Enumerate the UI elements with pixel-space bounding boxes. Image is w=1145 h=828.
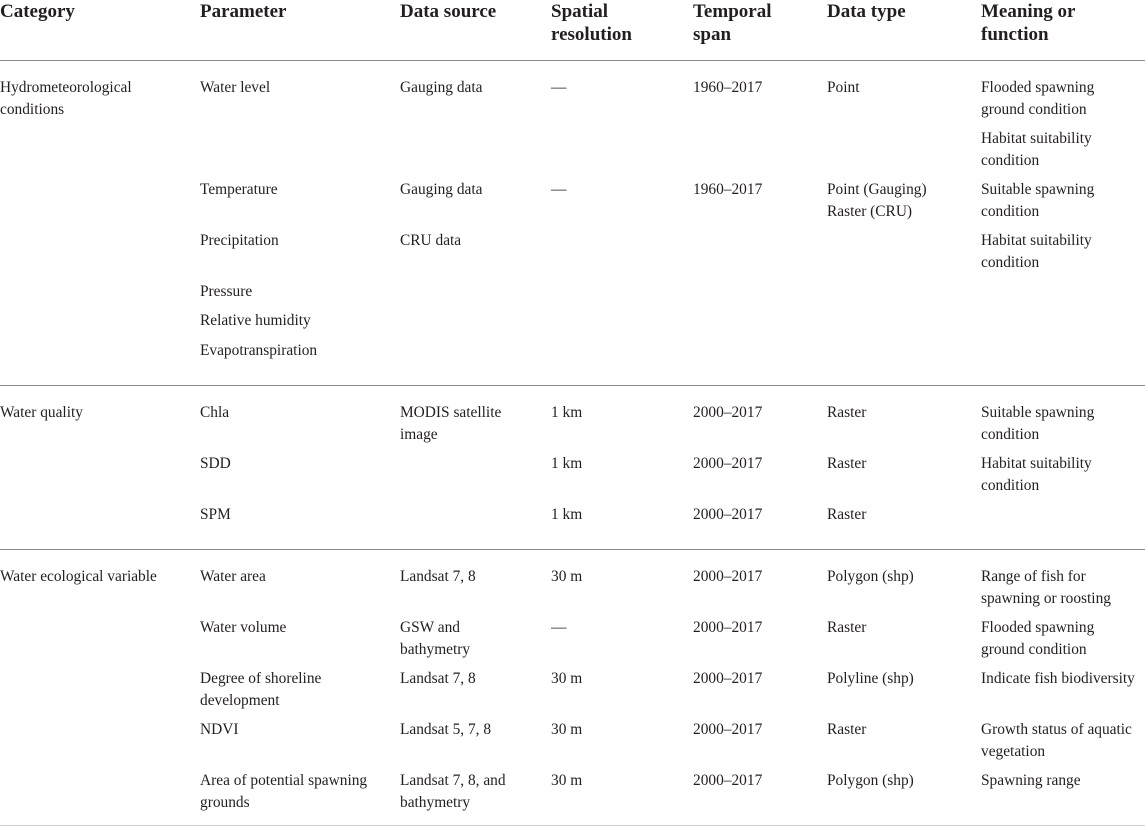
span-cell: 2000–2017: [693, 721, 763, 738]
header-data-source: Data source: [400, 1, 497, 22]
span-cell: 2000–2017: [693, 619, 763, 636]
resolution-cell: 30 m: [551, 670, 583, 687]
meaning-cell: Growth status of aquatic vegetation: [981, 721, 1132, 760]
resolution-cell: —: [551, 619, 567, 636]
type-cell: Point: [827, 79, 860, 96]
type-cell: Raster: [827, 619, 867, 636]
resolution-cell: 1 km: [551, 404, 583, 421]
type-cell: Raster: [827, 506, 867, 523]
parameter-cell: Area of potential spawning grounds: [200, 772, 368, 811]
parameter-cell: Water volume: [200, 619, 287, 636]
resolution-cell: —: [551, 79, 567, 96]
source-cell: CRU data: [400, 232, 462, 249]
resolution-cell: 30 m: [551, 772, 583, 789]
type-cell: Raster: [827, 404, 867, 421]
table-bottom-rule: [0, 825, 1145, 826]
parameter-cell: Precipitation: [200, 232, 279, 249]
type-cell: Raster: [827, 455, 867, 472]
source-cell: Landsat 7, 8: [400, 568, 476, 585]
span-cell: 1960–2017: [693, 79, 763, 96]
source-cell: Gauging data: [400, 79, 483, 96]
source-cell: GSW and bathymetry: [400, 619, 471, 658]
parameter-cell: SDD: [200, 455, 231, 472]
type-cell: Polygon (shp): [827, 568, 914, 585]
type-cell: Polygon (shp): [827, 772, 914, 789]
source-cell: Landsat 7, 8: [400, 670, 476, 687]
meaning-cell: Range of fish for spawning or roosting: [981, 568, 1111, 607]
resolution-cell: 30 m: [551, 721, 583, 738]
meaning-cell: Flooded spawning ground condition: [981, 619, 1095, 658]
type-cell: Polyline (shp): [827, 670, 914, 687]
parameter-cell: Water level: [200, 79, 271, 96]
parameter-cell: Chla: [200, 404, 230, 421]
parameter-cell: Pressure: [200, 283, 253, 300]
group-divider: [0, 385, 1145, 386]
meaning-cell: Habitat suitability condition: [981, 232, 1092, 271]
meaning-cell: Suitable spawning condition: [981, 404, 1095, 443]
parameter-cell: NDVI: [200, 721, 239, 738]
source-cell: Gauging data: [400, 181, 483, 198]
source-cell: MODIS satellite image: [400, 404, 502, 443]
meaning-cell: Habitat suitability condition: [981, 130, 1092, 169]
meaning-cell: Suitable spawning condition: [981, 181, 1095, 220]
group-divider: [0, 549, 1145, 550]
type-cell: Point (Gauging) Raster (CRU): [827, 181, 927, 220]
meaning-cell: Indicate fish biodiversity: [981, 670, 1135, 687]
type-cell: Raster: [827, 721, 867, 738]
span-cell: 2000–2017: [693, 404, 763, 421]
source-cell: Landsat 5, 7, 8: [400, 721, 492, 738]
span-cell: 1960–2017: [693, 181, 763, 198]
resolution-cell: 1 km: [551, 506, 583, 523]
parameter-cell: Evapotranspiration: [200, 342, 318, 359]
span-cell: 2000–2017: [693, 670, 763, 687]
span-cell: 2000–2017: [693, 455, 763, 472]
header-parameter: Parameter: [200, 1, 287, 22]
category-cell: Hydrometeorological conditions: [0, 79, 132, 118]
category-cell: Water quality: [0, 404, 83, 421]
resolution-cell: 30 m: [551, 568, 583, 585]
span-cell: 2000–2017: [693, 772, 763, 789]
span-cell: 2000–2017: [693, 568, 763, 585]
header-data-type: Data type: [827, 1, 906, 22]
header-temporal-span: Temporal span: [693, 1, 772, 45]
span-cell: 2000–2017: [693, 506, 763, 523]
meaning-cell: Flooded spawning ground condition: [981, 79, 1095, 118]
meaning-cell: Spawning range: [981, 772, 1081, 789]
category-cell: Water ecological variable: [0, 568, 157, 585]
parameter-cell: SPM: [200, 506, 231, 523]
parameter-cell: Water area: [200, 568, 266, 585]
header-category: Category: [0, 1, 75, 22]
resolution-cell: —: [551, 181, 567, 198]
header-rule: [0, 60, 1145, 61]
header-spatial-resolution: Spatial resolution: [551, 1, 632, 45]
parameter-cell: Degree of shoreline development: [200, 670, 322, 709]
header-meaning: Meaning or function: [981, 1, 1076, 45]
parameter-cell: Relative humidity: [200, 312, 311, 329]
parameter-cell: Temperature: [200, 181, 278, 198]
resolution-cell: 1 km: [551, 455, 583, 472]
source-cell: Landsat 7, 8, and bathymetry: [400, 772, 506, 811]
meaning-cell: Habitat suitability condition: [981, 455, 1092, 494]
